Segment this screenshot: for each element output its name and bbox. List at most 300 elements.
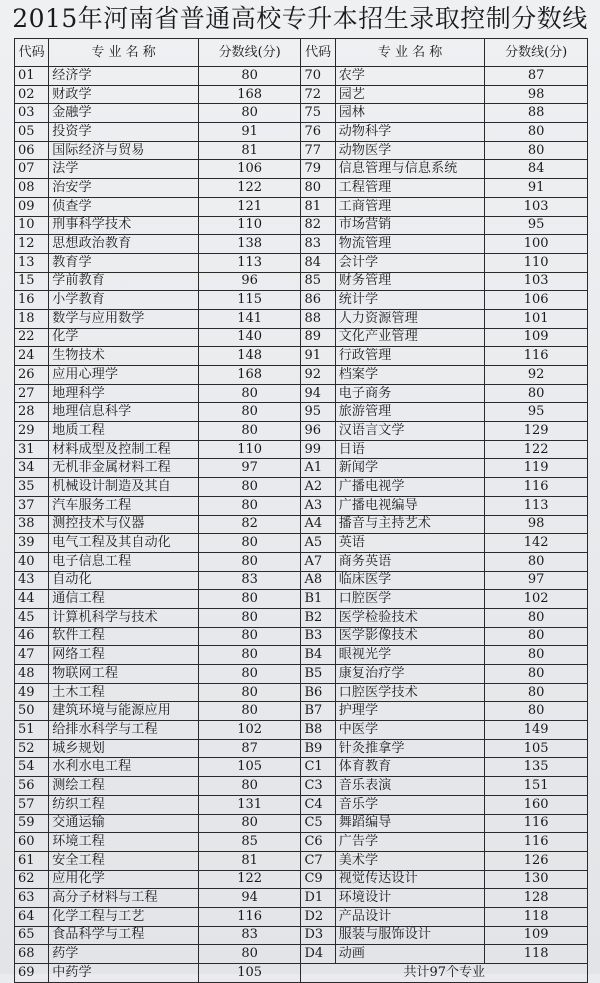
header-score-right: 分数线(分) <box>485 39 588 67</box>
table-row <box>15 627 588 646</box>
major-code: A2 <box>301 478 335 497</box>
major-code: 62 <box>15 870 49 889</box>
major-name: 针灸推拿学 <box>335 739 485 758</box>
major-code: C3 <box>301 777 335 796</box>
major-code: A5 <box>301 534 335 553</box>
major-name: 旅游管理 <box>335 403 485 422</box>
score-line: 109 <box>485 926 588 945</box>
major-code: 75 <box>301 104 335 123</box>
major-name: 教育学 <box>49 253 199 272</box>
score-line: 105 <box>485 739 588 758</box>
major-code: 57 <box>15 795 49 814</box>
major-code: 37 <box>15 496 49 515</box>
major-code: 68 <box>15 945 49 964</box>
score-line: 129 <box>485 422 588 441</box>
major-code: C1 <box>301 758 335 777</box>
score-line: 140 <box>198 328 301 347</box>
major-code: 82 <box>301 216 335 235</box>
header-major-right: 专 业 名 称 <box>335 39 485 67</box>
major-name: 城乡规划 <box>49 739 199 758</box>
major-name: 财务管理 <box>335 272 485 291</box>
major-name: 电气工程及其自动化 <box>49 534 199 553</box>
major-code: B4 <box>301 646 335 665</box>
major-code: 69 <box>15 964 49 983</box>
major-name: 口腔医学 <box>335 590 485 609</box>
major-code: 79 <box>301 160 335 179</box>
table-row <box>15 403 588 422</box>
major-name: 学前教育 <box>49 272 199 291</box>
score-line: 83 <box>198 926 301 945</box>
score-line: 100 <box>485 235 588 254</box>
major-name: 财政学 <box>49 85 199 104</box>
major-name: 人力资源管理 <box>335 309 485 328</box>
major-code: 03 <box>15 104 49 123</box>
major-code: 95 <box>301 403 335 422</box>
table-row <box>15 160 588 179</box>
major-name: 食品科学与工程 <box>49 926 199 945</box>
major-code: D2 <box>301 907 335 926</box>
score-line: 80 <box>198 552 301 571</box>
major-code: 65 <box>15 926 49 945</box>
major-code: 01 <box>15 67 49 86</box>
major-code: 39 <box>15 534 49 553</box>
major-code: C9 <box>301 870 335 889</box>
major-code: 16 <box>15 291 49 310</box>
major-code: 86 <box>301 291 335 310</box>
major-name: 建筑环境与能源应用 <box>49 702 199 721</box>
score-line: 116 <box>485 833 588 852</box>
major-name: 安全工程 <box>49 851 199 870</box>
major-code: D4 <box>301 945 335 964</box>
table-row <box>15 590 588 609</box>
major-code: C5 <box>301 814 335 833</box>
table-row <box>15 384 588 403</box>
major-name: 软件工程 <box>49 627 199 646</box>
score-line: 148 <box>198 347 301 366</box>
score-line: 95 <box>485 403 588 422</box>
table-row <box>15 534 588 553</box>
table-row <box>15 646 588 665</box>
score-line: 126 <box>485 851 588 870</box>
major-code: 22 <box>15 328 49 347</box>
major-code: 84 <box>301 253 335 272</box>
major-code: 61 <box>15 851 49 870</box>
major-name: 生物技术 <box>49 347 199 366</box>
table-row <box>15 272 588 291</box>
major-code: 38 <box>15 515 49 534</box>
major-name: 交通运输 <box>49 814 199 833</box>
table-row <box>15 291 588 310</box>
table-row <box>15 197 588 216</box>
major-name: 广告学 <box>335 833 485 852</box>
header-code-left: 代码 <box>15 39 49 67</box>
score-line: 168 <box>198 85 301 104</box>
score-line: 142 <box>485 534 588 553</box>
score-line: 119 <box>485 459 588 478</box>
major-name: 动物科学 <box>335 123 485 142</box>
score-line: 103 <box>485 272 588 291</box>
score-line: 128 <box>485 889 588 908</box>
score-line: 84 <box>485 160 588 179</box>
major-name: 汉语言文学 <box>335 422 485 441</box>
major-code: 31 <box>15 440 49 459</box>
major-name: 侦查学 <box>49 197 199 216</box>
major-code: 81 <box>301 197 335 216</box>
score-line: 80 <box>485 552 588 571</box>
major-code: A3 <box>301 496 335 515</box>
major-name: 行政管理 <box>335 347 485 366</box>
score-line: 80 <box>198 608 301 627</box>
major-name: 播音与主持艺术 <box>335 515 485 534</box>
major-code: D1 <box>301 889 335 908</box>
score-line: 131 <box>198 795 301 814</box>
score-line: 83 <box>198 571 301 590</box>
major-name: 中药学 <box>49 964 199 983</box>
major-name: 水利水电工程 <box>49 758 199 777</box>
score-line: 80 <box>198 590 301 609</box>
major-name: 自动化 <box>49 571 199 590</box>
major-name: 信息管理与信息系统 <box>335 160 485 179</box>
score-line: 91 <box>485 179 588 198</box>
score-line: 102 <box>485 590 588 609</box>
major-code: 44 <box>15 590 49 609</box>
header-major-left: 专 业 名 称 <box>49 39 199 67</box>
score-line: 80 <box>485 123 588 142</box>
major-code: D3 <box>301 926 335 945</box>
major-name: 医学检验技术 <box>335 608 485 627</box>
score-line: 116 <box>485 347 588 366</box>
major-name: 物联网工程 <box>49 665 199 684</box>
major-name: 土木工程 <box>49 683 199 702</box>
major-name: 美术学 <box>335 851 485 870</box>
major-code: 51 <box>15 721 49 740</box>
score-line: 113 <box>485 496 588 515</box>
score-line: 130 <box>485 870 588 889</box>
major-code: 24 <box>15 347 49 366</box>
major-name: 动画 <box>335 945 485 964</box>
table-row <box>15 309 588 328</box>
score-line: 80 <box>485 608 588 627</box>
score-line: 105 <box>198 758 301 777</box>
score-line: 82 <box>198 515 301 534</box>
score-line: 122 <box>485 440 588 459</box>
table-row <box>15 926 588 945</box>
major-name: 地质工程 <box>49 422 199 441</box>
score-line: 95 <box>485 216 588 235</box>
major-name: 小学教育 <box>49 291 199 310</box>
score-line: 135 <box>485 758 588 777</box>
major-name: 广播电视学 <box>335 478 485 497</box>
major-name: 计算机科学与技术 <box>49 608 199 627</box>
major-code: A7 <box>301 552 335 571</box>
major-name: 法学 <box>49 160 199 179</box>
major-code: B6 <box>301 683 335 702</box>
major-code: 27 <box>15 384 49 403</box>
major-code: 07 <box>15 160 49 179</box>
major-name: 医学影像技术 <box>335 627 485 646</box>
table-row <box>15 907 588 926</box>
major-code: 02 <box>15 85 49 104</box>
score-line: 113 <box>198 253 301 272</box>
total-note: 共计97个专业 <box>301 964 588 983</box>
major-name: 电子商务 <box>335 384 485 403</box>
major-name: 测控技术与仪器 <box>49 515 199 534</box>
score-line: 103 <box>485 197 588 216</box>
major-code: 92 <box>301 366 335 385</box>
major-code: C6 <box>301 833 335 852</box>
major-name: 地理科学 <box>49 384 199 403</box>
major-code: 10 <box>15 216 49 235</box>
table-header-row <box>15 39 588 67</box>
major-name: 会计学 <box>335 253 485 272</box>
score-line: 87 <box>485 67 588 86</box>
major-code: 70 <box>301 67 335 86</box>
score-line: 116 <box>485 478 588 497</box>
score-line: 98 <box>485 515 588 534</box>
score-line: 80 <box>198 67 301 86</box>
score-line: 80 <box>198 534 301 553</box>
major-code: B2 <box>301 608 335 627</box>
major-name: 统计学 <box>335 291 485 310</box>
major-name: 电子信息工程 <box>49 552 199 571</box>
score-line: 116 <box>198 907 301 926</box>
major-code: 50 <box>15 702 49 721</box>
major-code: 56 <box>15 777 49 796</box>
score-line: 97 <box>198 459 301 478</box>
table-row <box>15 758 588 777</box>
table-row <box>15 141 588 160</box>
major-name: 舞蹈编导 <box>335 814 485 833</box>
score-line: 80 <box>198 814 301 833</box>
score-line: 102 <box>198 721 301 740</box>
table-row <box>15 552 588 571</box>
table-row <box>15 347 588 366</box>
table-row <box>15 422 588 441</box>
major-code: 43 <box>15 571 49 590</box>
table-row <box>15 366 588 385</box>
score-line: 80 <box>198 384 301 403</box>
score-line: 80 <box>485 384 588 403</box>
major-name: 药学 <box>49 945 199 964</box>
major-code: C4 <box>301 795 335 814</box>
score-line: 81 <box>198 851 301 870</box>
score-line: 118 <box>485 945 588 964</box>
score-line: 110 <box>485 253 588 272</box>
score-line: 115 <box>198 291 301 310</box>
major-code: A1 <box>301 459 335 478</box>
score-table <box>14 38 588 983</box>
major-name: 眼视光学 <box>335 646 485 665</box>
major-name: 音乐表演 <box>335 777 485 796</box>
score-line: 110 <box>198 216 301 235</box>
major-name: 文化产业管理 <box>335 328 485 347</box>
score-line: 121 <box>198 197 301 216</box>
score-line: 81 <box>198 141 301 160</box>
score-line: 105 <box>198 964 301 983</box>
score-line: 80 <box>198 403 301 422</box>
major-name: 治安学 <box>49 179 199 198</box>
score-line: 80 <box>198 478 301 497</box>
major-name: 临床医学 <box>335 571 485 590</box>
major-name: 动物医学 <box>335 141 485 160</box>
major-code: 59 <box>15 814 49 833</box>
table-row <box>15 777 588 796</box>
table-row <box>15 683 588 702</box>
major-code: 08 <box>15 179 49 198</box>
score-line: 80 <box>198 777 301 796</box>
score-line: 87 <box>198 739 301 758</box>
major-name: 数学与应用数学 <box>49 309 199 328</box>
table-row <box>15 608 588 627</box>
score-line: 80 <box>485 646 588 665</box>
score-line: 94 <box>198 889 301 908</box>
header-code-right: 代码 <box>301 39 335 67</box>
major-name: 农学 <box>335 67 485 86</box>
score-line: 168 <box>198 366 301 385</box>
major-code: 54 <box>15 758 49 777</box>
score-line: 80 <box>485 627 588 646</box>
major-code: 28 <box>15 403 49 422</box>
score-line: 109 <box>485 328 588 347</box>
major-code: 45 <box>15 608 49 627</box>
major-code: 52 <box>15 739 49 758</box>
major-code: 05 <box>15 123 49 142</box>
major-code: C7 <box>301 851 335 870</box>
major-name: 高分子材料与工程 <box>49 889 199 908</box>
major-code: A4 <box>301 515 335 534</box>
score-line: 80 <box>198 104 301 123</box>
major-name: 体育教育 <box>335 758 485 777</box>
score-line: 122 <box>198 870 301 889</box>
score-line: 85 <box>198 833 301 852</box>
major-code: 15 <box>15 272 49 291</box>
major-code: 40 <box>15 552 49 571</box>
score-line: 141 <box>198 309 301 328</box>
score-line: 91 <box>198 123 301 142</box>
major-name: 广播电视编导 <box>335 496 485 515</box>
major-name: 园艺 <box>335 85 485 104</box>
major-code: 99 <box>301 440 335 459</box>
major-name: 新闻学 <box>335 459 485 478</box>
major-name: 工程管理 <box>335 179 485 198</box>
score-line: 106 <box>198 160 301 179</box>
table-row <box>15 814 588 833</box>
major-code: 46 <box>15 627 49 646</box>
major-code: 12 <box>15 235 49 254</box>
major-code: A8 <box>301 571 335 590</box>
major-code: 96 <box>301 422 335 441</box>
score-line: 80 <box>198 945 301 964</box>
major-code: 49 <box>15 683 49 702</box>
table-row <box>15 870 588 889</box>
score-line: 118 <box>485 907 588 926</box>
table-row <box>15 851 588 870</box>
major-code: 83 <box>301 235 335 254</box>
table-row <box>15 253 588 272</box>
major-name: 化学 <box>49 328 199 347</box>
major-name: 环境工程 <box>49 833 199 852</box>
major-code: 64 <box>15 907 49 926</box>
major-name: 网络工程 <box>49 646 199 665</box>
major-code: B8 <box>301 721 335 740</box>
major-code: 85 <box>301 272 335 291</box>
major-code: 63 <box>15 889 49 908</box>
table-row <box>15 459 588 478</box>
major-name: 日语 <box>335 440 485 459</box>
score-line: 88 <box>485 104 588 123</box>
major-code: B3 <box>301 627 335 646</box>
major-code: B9 <box>301 739 335 758</box>
score-line: 122 <box>198 179 301 198</box>
major-name: 产品设计 <box>335 907 485 926</box>
major-name: 物流管理 <box>335 235 485 254</box>
table-row <box>15 739 588 758</box>
major-name: 音乐学 <box>335 795 485 814</box>
table-row <box>15 889 588 908</box>
table-row <box>15 179 588 198</box>
major-name: 服装与服饰设计 <box>335 926 485 945</box>
major-name: 口腔医学技术 <box>335 683 485 702</box>
header-score-left: 分数线(分) <box>198 39 301 67</box>
major-code: 48 <box>15 665 49 684</box>
table-row <box>15 85 588 104</box>
major-name: 机械设计制造及其自 <box>49 478 199 497</box>
major-name: 无机非金属材料工程 <box>49 459 199 478</box>
major-name: 英语 <box>335 534 485 553</box>
score-line: 80 <box>198 665 301 684</box>
major-code: 88 <box>301 309 335 328</box>
major-name: 刑事科学技术 <box>49 216 199 235</box>
major-name: 思想政治教育 <box>49 235 199 254</box>
major-code: 91 <box>301 347 335 366</box>
major-name: 环境设计 <box>335 889 485 908</box>
major-code: 35 <box>15 478 49 497</box>
major-name: 档案学 <box>335 366 485 385</box>
table-row <box>15 440 588 459</box>
major-code: 77 <box>301 141 335 160</box>
score-line: 80 <box>485 665 588 684</box>
score-line: 80 <box>485 141 588 160</box>
major-name: 园林 <box>335 104 485 123</box>
table-row <box>15 964 588 983</box>
score-line: 80 <box>198 683 301 702</box>
score-line: 106 <box>485 291 588 310</box>
table-row <box>15 67 588 86</box>
major-name: 康复治疗学 <box>335 665 485 684</box>
table-row <box>15 328 588 347</box>
major-name: 国际经济与贸易 <box>49 141 199 160</box>
score-line: 149 <box>485 721 588 740</box>
table-row <box>15 665 588 684</box>
major-code: 72 <box>301 85 335 104</box>
major-name: 测绘工程 <box>49 777 199 796</box>
score-line: 80 <box>198 646 301 665</box>
major-name: 商务英语 <box>335 552 485 571</box>
table-row <box>15 496 588 515</box>
major-name: 市场营销 <box>335 216 485 235</box>
table-row <box>15 515 588 534</box>
table-row <box>15 123 588 142</box>
score-line: 116 <box>485 814 588 833</box>
score-line: 151 <box>485 777 588 796</box>
major-code: 80 <box>301 179 335 198</box>
table-row <box>15 478 588 497</box>
major-code: 26 <box>15 366 49 385</box>
major-code: 06 <box>15 141 49 160</box>
score-line: 97 <box>485 571 588 590</box>
major-name: 护理学 <box>335 702 485 721</box>
table-row <box>15 833 588 852</box>
